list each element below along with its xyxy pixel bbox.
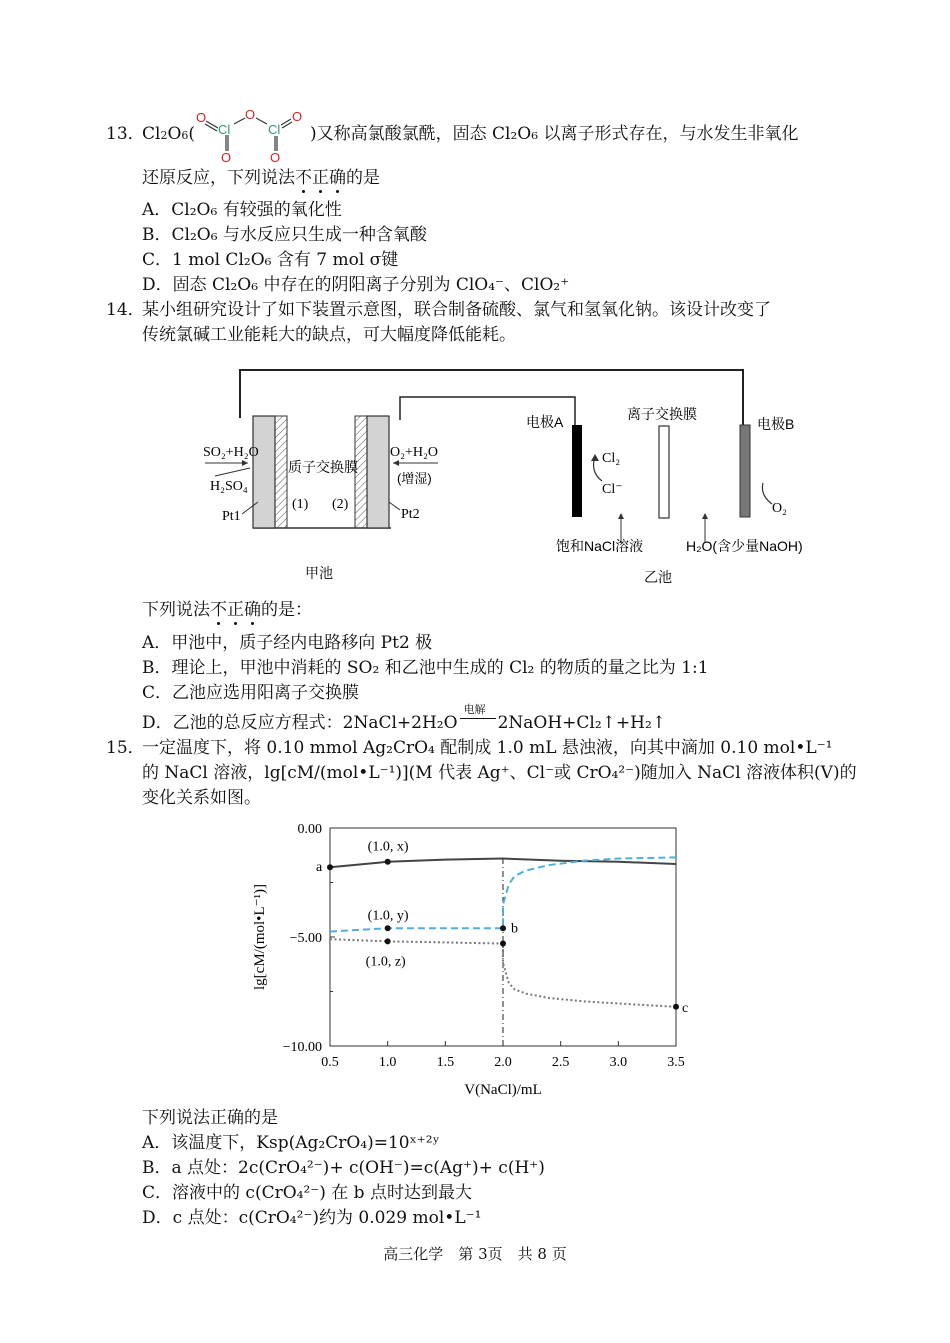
- emph-char: 正: [227, 600, 244, 620]
- option-label: D．: [142, 1208, 173, 1228]
- q15-option-c: [142, 1181, 472, 1205]
- q15-number: 15．: [106, 738, 145, 758]
- label-electrode-a: 电极A: [526, 414, 564, 430]
- option-label: C．: [142, 683, 173, 703]
- q13-option-d: [142, 273, 569, 297]
- data-point: [500, 941, 506, 947]
- y-tick-label: 0.00: [297, 822, 322, 837]
- structure-cl2: Cl: [268, 122, 281, 137]
- data-point: [385, 938, 391, 944]
- option-text: Cl₂O₆ 与水反应只生成一种含氧酸: [171, 225, 427, 245]
- electrolysis-diagram: [190, 360, 830, 592]
- point-label: (1.0, x): [367, 839, 409, 855]
- q13-open-paren: (: [188, 124, 196, 144]
- q14-line2: 传统氯碱工业能耗大的缺点，可大幅度降低能耗。: [142, 325, 516, 345]
- q15-line2: 的 NaCl 溶液，lg[cM/(mol•L⁻¹)](M 代表 Ag⁺、Cl⁻或 CrO₄²⁻)随加入 NaCl 溶液体积(V)的: [142, 763, 857, 783]
- option-text: a 点处：2c(CrO₄²⁻)+ c(OH⁻)=c(Ag⁺)+ c(H⁺): [171, 1158, 545, 1178]
- label-cell-yi: 乙池: [644, 569, 672, 585]
- point-label: (1.0, y): [367, 908, 409, 924]
- label-humidified: (增湿): [397, 471, 432, 486]
- electrolysis-condition: [458, 703, 498, 730]
- x-tick-label: 3.5: [667, 1055, 685, 1070]
- q13-number: 13．: [106, 124, 145, 144]
- option-label: A．: [142, 200, 172, 220]
- q14-line1: 某小组研究设计了如下装置示意图，联合制备硫酸、氯气和氢氧化钠。该设计改变了: [142, 300, 771, 320]
- option-label: B．: [142, 225, 172, 245]
- q13-stem-line2: [142, 166, 380, 190]
- q15-option-a: [142, 1131, 440, 1155]
- structure-o4: O: [221, 150, 232, 165]
- label-so2-in: SO₂+H₂O: [203, 445, 259, 460]
- y-tick-label: −5.00: [289, 931, 322, 946]
- q14-ask: [142, 598, 312, 622]
- q15-ask: 下列说法正确的是: [142, 1108, 278, 1128]
- emph-char: 不: [295, 168, 312, 188]
- x-tick-label: 0.5: [321, 1055, 339, 1070]
- data-point: [500, 925, 506, 931]
- option-text: 甲池中，质子经内电路移向 Pt2 极: [171, 633, 433, 653]
- option-text-tail: 2NaOH+Cl₂↑+H₂↑: [497, 713, 667, 733]
- q15-option-d: [142, 1206, 481, 1230]
- label-h2so4-out: H₂SO₄: [210, 479, 248, 494]
- q14-option-c: [142, 681, 359, 705]
- point-label: b: [511, 921, 518, 937]
- option-text: 固态 Cl₂O₆ 中存在的阴阳离子分别为 ClO₄⁻、ClO₂⁺: [172, 275, 570, 295]
- q13-stem-tail: [310, 122, 798, 146]
- q13-cl: Cl: [142, 124, 161, 144]
- q13-o: O: [167, 124, 182, 144]
- structure-o3: O: [292, 109, 303, 124]
- option-text: 该温度下，Ksp(Ag₂CrO₄)=10ˣ⁺²ʸ: [171, 1133, 440, 1153]
- q14-ask-pre: 下列说法: [142, 600, 210, 620]
- label-region-1: (1): [292, 497, 309, 512]
- option-text: 溶液中的 c(CrO₄²⁻) 在 b 点时达到最大: [172, 1183, 472, 1203]
- label-o2-in: O₂+H₂O: [390, 445, 438, 460]
- point-label: c: [682, 1000, 689, 1016]
- q14-option-a: [142, 631, 432, 655]
- option-label: A．: [142, 1133, 172, 1153]
- condition-text: 电解: [463, 703, 486, 716]
- cl2o6-structure: [192, 108, 312, 166]
- data-point: [327, 864, 333, 870]
- q14-option-d: [142, 703, 667, 735]
- concentration-chart: [240, 818, 710, 1103]
- label-o2: O₂: [772, 501, 787, 516]
- x-axis-label: V(NaCl)/mL: [464, 1082, 542, 1098]
- label-nacl-in: 饱和NaCl溶液: [556, 538, 644, 554]
- x-tick-label: 3.0: [609, 1055, 628, 1070]
- label-water-in: H₂O(含少量NaOH): [686, 538, 803, 554]
- data-point: [385, 925, 391, 931]
- option-text: 乙池的总反应方程式：2NaCl+2H₂O: [172, 713, 458, 733]
- q14-option-b: [142, 656, 709, 680]
- option-label: B．: [142, 658, 172, 678]
- q13-formula: [142, 122, 195, 148]
- q13-option-a: [142, 198, 342, 222]
- option-text: 乙池应选用阳离子交换膜: [172, 683, 360, 703]
- option-label: D．: [142, 713, 173, 733]
- label-cl2: Cl₂: [602, 451, 621, 466]
- q13-option-c: [142, 248, 398, 272]
- option-text: 理论上，甲池中消耗的 SO₂ 和乙池中生成的 Cl₂ 的物质的量之比为 1:1: [171, 658, 709, 678]
- q15-line3: 变化关系如图。: [142, 788, 261, 808]
- label-electrode-b: 电极B: [757, 416, 795, 432]
- q15-option-b: [142, 1156, 545, 1180]
- option-text: Cl₂O₆ 有较强的氧化性: [171, 200, 342, 220]
- option-text: 1 mol Cl₂O₆ 含有 7 mol σ键: [172, 250, 399, 270]
- q14-number: 14．: [106, 300, 145, 320]
- q15-line1: 一定温度下，将 0.10 mmol Ag₂CrO₄ 配制成 1.0 mL 悬浊液，向其中滴加 0.10 mol•L⁻¹: [142, 738, 833, 758]
- y-tick-label: −10.00: [282, 1040, 322, 1055]
- structure-o1: O: [196, 110, 207, 125]
- q13-stem-text: 又称高氯酸氯酰，固态 Cl₂O₆ 以离子形式存在，与水发生非氧化: [316, 124, 799, 144]
- page-footer: 高三化学 第 3页 共 8 页: [383, 1245, 567, 1263]
- label-region-2: (2): [332, 497, 349, 512]
- option-label: B．: [142, 1158, 172, 1178]
- label-proton-membrane: 质子交换膜: [288, 459, 358, 475]
- q13-sub6: 6: [181, 129, 189, 142]
- structure-cl1: Cl: [218, 122, 231, 137]
- q13-sub2: 2: [160, 129, 168, 142]
- option-label: C．: [142, 250, 173, 270]
- electrode-a: [572, 425, 582, 517]
- x-tick-label: 1.5: [436, 1055, 455, 1070]
- emph-char: 确: [244, 600, 261, 620]
- emph-char: 不: [210, 600, 227, 620]
- q13-stem2-pre: 还原反应，下列说法: [142, 168, 295, 188]
- ion-exchange-membrane: [659, 426, 669, 518]
- q13-option-b: [142, 223, 427, 247]
- x-tick-label: 1.0: [378, 1055, 397, 1070]
- q13-stem2-post: 的是: [346, 168, 380, 188]
- option-text: c 点处：c(CrO₄²⁻)约为 0.029 mol•L⁻¹: [172, 1208, 482, 1228]
- label-pt1: Pt1: [222, 509, 241, 524]
- point-label: (1.0, z): [365, 954, 406, 970]
- option-label: C．: [142, 1183, 173, 1203]
- x-tick-label: 2.5: [551, 1055, 570, 1070]
- option-label: D．: [142, 275, 173, 295]
- label-cell-jia: 甲池: [305, 565, 333, 581]
- emph-char: 正: [312, 168, 329, 188]
- label-ion-membrane: 离子交换膜: [627, 406, 697, 422]
- label-cl-minus: Cl⁻: [602, 482, 623, 497]
- option-label: A．: [142, 633, 172, 653]
- structure-o5: O: [270, 150, 281, 165]
- q14-ask-post: 的是：: [261, 600, 312, 620]
- x-tick-label: 2.0: [494, 1055, 512, 1070]
- data-point: [385, 859, 391, 865]
- point-label: a: [316, 860, 323, 876]
- label-pt2: Pt2: [401, 507, 420, 522]
- q13-close-paren: ): [310, 124, 317, 144]
- structure-o2: O: [245, 108, 256, 122]
- y-axis-label: lg[cM/(mol•L⁻¹)]: [252, 884, 268, 990]
- electrode-b: [740, 425, 750, 517]
- emph-char: 确: [329, 168, 346, 188]
- data-point: [673, 1004, 679, 1010]
